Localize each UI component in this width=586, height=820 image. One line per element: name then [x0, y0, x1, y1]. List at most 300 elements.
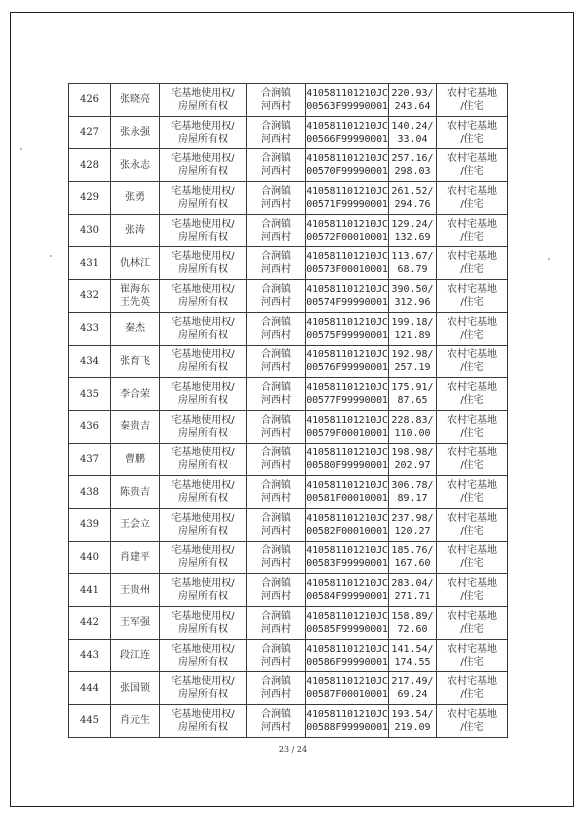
area	[389, 410, 437, 443]
cell-text-right-1: 宅基地使用权/	[171, 480, 235, 492]
cell-text-name: 王会立	[120, 519, 150, 531]
row-number	[69, 312, 111, 345]
cell-text-code-1: 410581101210JC	[306, 283, 388, 295]
land-use	[437, 639, 508, 672]
cell-text-name: 张永强	[120, 127, 150, 139]
owner-name	[111, 312, 160, 345]
row-number	[69, 116, 111, 149]
cell-text-name: 张永志	[120, 159, 150, 171]
cell-text-no: 437	[79, 453, 100, 465]
cell-text-area-1: 175.91/	[391, 382, 434, 394]
cell-text-code-2: 00585F99990001	[306, 623, 388, 635]
row-number	[69, 84, 111, 117]
unit-code	[306, 116, 389, 149]
cell-text-right-1: 宅基地使用权/	[171, 185, 235, 197]
cell-text-loc-2: 河西村	[261, 591, 291, 603]
right-type	[160, 541, 247, 574]
scan-speck	[548, 258, 550, 260]
cell-text-code-1: 410581101210JC	[306, 218, 388, 230]
row-number	[69, 410, 111, 443]
cell-text-area-2: 271.71	[394, 591, 431, 603]
unit-code	[306, 280, 389, 313]
scan-speck	[20, 148, 22, 150]
cell-text-use-2: /住宅	[460, 395, 484, 407]
land-use	[437, 541, 508, 574]
row-number	[69, 639, 111, 672]
right-type	[160, 280, 247, 313]
unit-code	[306, 705, 389, 738]
cell-text-loc-2: 河西村	[261, 558, 291, 570]
cell-text-use-1: 农村宅基地	[447, 283, 497, 295]
row-number	[69, 280, 111, 313]
land-use	[437, 84, 508, 117]
cell-text-name: 张涛	[125, 225, 145, 237]
owner-name	[111, 705, 160, 738]
cell-text-code-2: 00574F99990001	[306, 296, 388, 308]
area	[389, 312, 437, 345]
location	[247, 345, 306, 378]
owner-name	[111, 541, 160, 574]
cell-text-area-2: 243.64	[394, 100, 431, 112]
cell-text-use-1: 农村宅基地	[447, 578, 497, 590]
cell-text-area-1: 228.83/	[391, 414, 434, 426]
right-type	[160, 672, 247, 705]
cell-text-code-2: 00580F99990001	[306, 460, 388, 472]
cell-text-code-1: 410581101210JC	[306, 349, 388, 361]
right-type	[160, 476, 247, 509]
cell-text-right-1: 宅基地使用权/	[171, 643, 235, 655]
right-type	[160, 443, 247, 476]
unit-code	[306, 541, 389, 574]
cell-text-no: 429	[79, 192, 100, 204]
cell-text-area-1: 199.18/	[391, 316, 434, 328]
unit-code	[306, 149, 389, 182]
location	[247, 508, 306, 541]
cell-text-use-2: /住宅	[460, 296, 484, 308]
area	[389, 574, 437, 607]
cell-text-name: 曹鹏	[125, 453, 145, 465]
cell-text-no: 433	[79, 323, 100, 335]
cell-text-loc-1: 合涧镇	[261, 708, 291, 720]
land-use	[437, 574, 508, 607]
row-number	[69, 149, 111, 182]
right-type	[160, 247, 247, 280]
cell-text-area-1: 237.98/	[391, 512, 434, 524]
cell-text-use-1: 农村宅基地	[447, 185, 497, 197]
cell-text-right-1: 宅基地使用权/	[171, 545, 235, 557]
cell-text-code-1: 410581101210JC	[306, 87, 388, 99]
cell-text-no: 432	[79, 290, 100, 302]
cell-text-right-2: 房屋所有权	[178, 329, 228, 341]
area	[389, 182, 437, 215]
cell-text-name: 张育飞	[120, 355, 150, 367]
cell-text-no: 440	[79, 551, 100, 563]
cell-text-area-1: 198.98/	[391, 447, 434, 459]
table-row	[69, 541, 508, 574]
location	[247, 410, 306, 443]
table-row	[69, 182, 508, 215]
owner-name	[111, 672, 160, 705]
cell-text-code-2: 00571F99990001	[306, 198, 388, 210]
owner-name	[111, 443, 160, 476]
cell-text-loc-1: 合涧镇	[261, 480, 291, 492]
cell-text-code-1: 410581101210JC	[306, 545, 388, 557]
right-type	[160, 149, 247, 182]
cell-text-right-1: 宅基地使用权/	[171, 316, 235, 328]
area	[389, 280, 437, 313]
location	[247, 312, 306, 345]
cell-text-no: 439	[79, 519, 100, 531]
table-row	[69, 508, 508, 541]
cell-text-code-1: 410581101210JC	[306, 382, 388, 394]
owner-name	[111, 84, 160, 117]
location	[247, 280, 306, 313]
cell-text-right-2: 房屋所有权	[178, 493, 228, 505]
cell-text-code-1: 410581101210JC	[306, 316, 388, 328]
unit-code	[306, 508, 389, 541]
cell-text-name: 肖建平	[120, 551, 150, 563]
cell-text-code-1: 410581101210JC	[306, 708, 388, 720]
cell-text-right-2: 房屋所有权	[178, 100, 228, 112]
cell-text-area-2: 120.27	[394, 525, 431, 537]
table-row	[69, 410, 508, 443]
cell-text-name: 李合荣	[120, 388, 150, 400]
cell-text-use-1: 农村宅基地	[447, 120, 497, 132]
cell-text-code-2: 00563F99990001	[306, 100, 388, 112]
land-use	[437, 214, 508, 247]
location	[247, 247, 306, 280]
cell-text-area-2: 69.24	[397, 689, 428, 701]
area	[389, 607, 437, 640]
area	[389, 639, 437, 672]
unit-code	[306, 639, 389, 672]
cell-text-code-2: 00566F99990001	[306, 133, 388, 145]
row-number	[69, 705, 111, 738]
right-type	[160, 574, 247, 607]
cell-text-area-1: 193.54/	[391, 708, 434, 720]
row-number	[69, 214, 111, 247]
cell-text-name: 仇林江	[120, 257, 150, 269]
cell-text-right-1: 宅基地使用权/	[171, 120, 235, 132]
cell-text-loc-1: 合涧镇	[261, 414, 291, 426]
cell-text-code-2: 00583F99990001	[306, 558, 388, 570]
row-number	[69, 476, 111, 509]
owner-name	[111, 410, 160, 443]
area	[389, 116, 437, 149]
cell-text-use-2: /住宅	[460, 264, 484, 276]
cell-text-no: 443	[79, 650, 100, 662]
cell-text-loc-2: 河西村	[261, 362, 291, 374]
cell-text-use-2: /住宅	[460, 721, 484, 733]
cell-text-right-1: 宅基地使用权/	[171, 414, 235, 426]
cell-text-use-2: /住宅	[460, 493, 484, 505]
right-type	[160, 410, 247, 443]
right-type	[160, 378, 247, 411]
cell-text-loc-1: 合涧镇	[261, 578, 291, 590]
cell-text-right-1: 宅基地使用权/	[171, 447, 235, 459]
cell-text-name: 肖元生	[120, 715, 150, 727]
row-number	[69, 607, 111, 640]
cell-text-area-1: 261.52/	[391, 185, 434, 197]
cell-text-right-2: 房屋所有权	[178, 198, 228, 210]
cell-text-name: 张勇	[125, 192, 145, 204]
cell-text-loc-2: 河西村	[261, 623, 291, 635]
table-row	[69, 84, 508, 117]
cell-text-loc-1: 合涧镇	[261, 218, 291, 230]
cell-text-area-2: 89.17	[397, 493, 428, 505]
location	[247, 639, 306, 672]
cell-text-use-2: /住宅	[460, 656, 484, 668]
table-row	[69, 214, 508, 247]
right-type	[160, 116, 247, 149]
cell-text-code-2: 00579F00010001	[306, 427, 388, 439]
cell-text-right-2: 房屋所有权	[178, 623, 228, 635]
row-number	[69, 345, 111, 378]
land-use	[437, 476, 508, 509]
cell-text-use-1: 农村宅基地	[447, 480, 497, 492]
cell-text-use-1: 农村宅基地	[447, 610, 497, 622]
cell-text-area-2: 72.60	[397, 623, 428, 635]
cell-text-area-2: 87.65	[397, 395, 428, 407]
cell-text-loc-2: 河西村	[261, 100, 291, 112]
cell-text-loc-1: 合涧镇	[261, 251, 291, 263]
location	[247, 443, 306, 476]
cell-text-use-2: /住宅	[460, 133, 484, 145]
cell-text-area-1: 217.49/	[391, 676, 434, 688]
cell-text-right-2: 房屋所有权	[178, 689, 228, 701]
unit-code	[306, 345, 389, 378]
cell-text-loc-1: 合涧镇	[261, 87, 291, 99]
table-row	[69, 705, 508, 738]
cell-text-right-2: 房屋所有权	[178, 264, 228, 276]
cell-text-area-1: 283.04/	[391, 578, 434, 590]
cell-text-use-2: /住宅	[460, 623, 484, 635]
cell-text-loc-1: 合涧镇	[261, 153, 291, 165]
cell-text-use-2: /住宅	[460, 166, 484, 178]
location	[247, 214, 306, 247]
cell-text-code-2: 00572F00010001	[306, 231, 388, 243]
area	[389, 476, 437, 509]
cell-text-area-2: 298.03	[394, 166, 431, 178]
cell-text-name: 王贵州	[120, 584, 150, 596]
cell-text-code-2: 00575F99990001	[306, 329, 388, 341]
cell-text-use-1: 农村宅基地	[447, 349, 497, 361]
cell-text-code-1: 410581101210JC	[306, 251, 388, 263]
area	[389, 378, 437, 411]
cell-text-right-2: 房屋所有权	[178, 721, 228, 733]
cell-text-right-1: 宅基地使用权/	[171, 676, 235, 688]
table-row	[69, 378, 508, 411]
area	[389, 541, 437, 574]
cell-text-code-2: 00588F99990001	[306, 721, 388, 733]
location	[247, 607, 306, 640]
cell-text-use-2: /住宅	[460, 689, 484, 701]
cell-text-code-1: 410581101210JC	[306, 610, 388, 622]
owner-name	[111, 149, 160, 182]
area	[389, 149, 437, 182]
cell-text-use-2: /住宅	[460, 591, 484, 603]
cell-text-code-1: 410581101210JC	[306, 153, 388, 165]
cell-text-use-2: /住宅	[460, 362, 484, 374]
row-number	[69, 443, 111, 476]
cell-text-use-2: /住宅	[460, 231, 484, 243]
cell-text-code-2: 00581F00010001	[306, 493, 388, 505]
cell-text-code-1: 410581101210JC	[306, 185, 388, 197]
cell-text-use-1: 农村宅基地	[447, 545, 497, 557]
land-use	[437, 312, 508, 345]
right-type	[160, 214, 247, 247]
unit-code	[306, 378, 389, 411]
cell-text-right-2: 房屋所有权	[178, 133, 228, 145]
unit-code	[306, 607, 389, 640]
unit-code	[306, 574, 389, 607]
cell-text-no: 435	[79, 388, 100, 400]
cell-text-code-2: 00577F99990001	[306, 395, 388, 407]
row-number	[69, 672, 111, 705]
table-row	[69, 149, 508, 182]
cell-text-loc-2: 河西村	[261, 689, 291, 701]
owner-name	[111, 574, 160, 607]
area	[389, 508, 437, 541]
page-number: 23 / 24	[278, 745, 308, 754]
row-number	[69, 541, 111, 574]
area	[389, 345, 437, 378]
row-number	[69, 378, 111, 411]
unit-code	[306, 312, 389, 345]
cell-text-name: 秦贵吉	[120, 421, 150, 433]
owner-name	[111, 345, 160, 378]
cell-text-loc-2: 河西村	[261, 166, 291, 178]
unit-code	[306, 247, 389, 280]
cell-text-right-1: 宅基地使用权/	[171, 610, 235, 622]
cell-text-loc-2: 河西村	[261, 231, 291, 243]
cell-text-use-2: /住宅	[460, 460, 484, 472]
owner-name	[111, 116, 160, 149]
cell-text-area-2: 167.60	[394, 558, 431, 570]
cell-text-right-2: 房屋所有权	[178, 395, 228, 407]
cell-text-area-2: 33.04	[397, 133, 428, 145]
right-type	[160, 345, 247, 378]
cell-text-name: 张国锁	[120, 682, 150, 694]
cell-text-code-2: 00587F00010001	[306, 689, 388, 701]
land-use	[437, 443, 508, 476]
cell-text-area-1: 192.98/	[391, 349, 434, 361]
cell-text-name: 王军强	[120, 617, 150, 629]
cell-text-use-2: /住宅	[460, 427, 484, 439]
unit-code	[306, 476, 389, 509]
row-number	[69, 508, 111, 541]
cell-text-code-2: 00573F00010001	[306, 264, 388, 276]
cell-text-area-2: 110.00	[394, 427, 431, 439]
right-type	[160, 607, 247, 640]
location	[247, 84, 306, 117]
table-row	[69, 639, 508, 672]
table-body	[69, 84, 508, 738]
cell-text-right-2: 房屋所有权	[178, 427, 228, 439]
cell-text-use-1: 农村宅基地	[447, 414, 497, 426]
cell-text-no: 428	[79, 159, 100, 171]
table-row	[69, 672, 508, 705]
cell-text-code-1: 410581101210JC	[306, 512, 388, 524]
cell-text-loc-2: 河西村	[261, 329, 291, 341]
owner-name	[111, 247, 160, 280]
land-use	[437, 705, 508, 738]
owner-name	[111, 378, 160, 411]
cell-text-code-2: 00582F00010001	[306, 525, 388, 537]
cell-text-area-1: 158.89/	[391, 610, 434, 622]
cell-text-right-1: 宅基地使用权/	[171, 382, 235, 394]
cell-text-loc-1: 合涧镇	[261, 382, 291, 394]
land-use	[437, 508, 508, 541]
cell-text-use-1: 农村宅基地	[447, 512, 497, 524]
unit-code	[306, 214, 389, 247]
cell-text-code-2: 00576F99990001	[306, 362, 388, 374]
cell-text-right-2: 房屋所有权	[178, 558, 228, 570]
cell-text-area-2: 257.19	[394, 362, 431, 374]
cell-text-loc-1: 合涧镇	[261, 643, 291, 655]
cell-text-use-2: /住宅	[460, 329, 484, 341]
cell-text-right-1: 宅基地使用权/	[171, 218, 235, 230]
cell-text-loc-1: 合涧镇	[261, 545, 291, 557]
cell-text-code-1: 410581101210JC	[306, 120, 388, 132]
cell-text-area-1: 113.67/	[391, 251, 434, 263]
owner-name	[111, 280, 160, 313]
owner-name	[111, 508, 160, 541]
cell-text-loc-2: 河西村	[261, 493, 291, 505]
cell-text-use-1: 农村宅基地	[447, 447, 497, 459]
land-use	[437, 378, 508, 411]
cell-text-right-2: 房屋所有权	[178, 231, 228, 243]
cell-text-use-1: 农村宅基地	[447, 708, 497, 720]
cell-text-name: 崔海东	[120, 283, 150, 295]
cell-text-use-1: 农村宅基地	[447, 382, 497, 394]
cell-text-area-2: 312.96	[394, 296, 431, 308]
area	[389, 672, 437, 705]
cell-text-loc-1: 合涧镇	[261, 185, 291, 197]
cell-text-area-1: 141.54/	[391, 643, 434, 655]
table-row	[69, 443, 508, 476]
cell-text-no: 426	[79, 94, 100, 106]
location	[247, 672, 306, 705]
cell-text-use-1: 农村宅基地	[447, 87, 497, 99]
row-number	[69, 574, 111, 607]
cell-text-loc-1: 合涧镇	[261, 610, 291, 622]
location	[247, 705, 306, 738]
cell-text-no: 445	[79, 715, 100, 727]
cell-text-area-1: 257.16/	[391, 153, 434, 165]
row-number	[69, 247, 111, 280]
location	[247, 378, 306, 411]
owner-name	[111, 182, 160, 215]
cell-text-use-1: 农村宅基地	[447, 218, 497, 230]
cell-text-loc-1: 合涧镇	[261, 283, 291, 295]
cell-text-use-1: 农村宅基地	[447, 316, 497, 328]
cell-text-loc-2: 河西村	[261, 721, 291, 733]
cell-text-right-1: 宅基地使用权/	[171, 578, 235, 590]
location	[247, 116, 306, 149]
cell-text-area-2: 68.79	[397, 264, 428, 276]
location	[247, 541, 306, 574]
cell-text-code-1: 410581101210JC	[306, 676, 388, 688]
cell-text-loc-2: 河西村	[261, 395, 291, 407]
cell-text-right-2: 房屋所有权	[178, 460, 228, 472]
area	[389, 214, 437, 247]
cell-text-right-1: 宅基地使用权/	[171, 349, 235, 361]
right-type	[160, 312, 247, 345]
cell-text-right-2: 房屋所有权	[178, 591, 228, 603]
cell-text-name: 陈贵吉	[120, 486, 150, 498]
cell-text-area-1: 220.93/	[391, 87, 434, 99]
